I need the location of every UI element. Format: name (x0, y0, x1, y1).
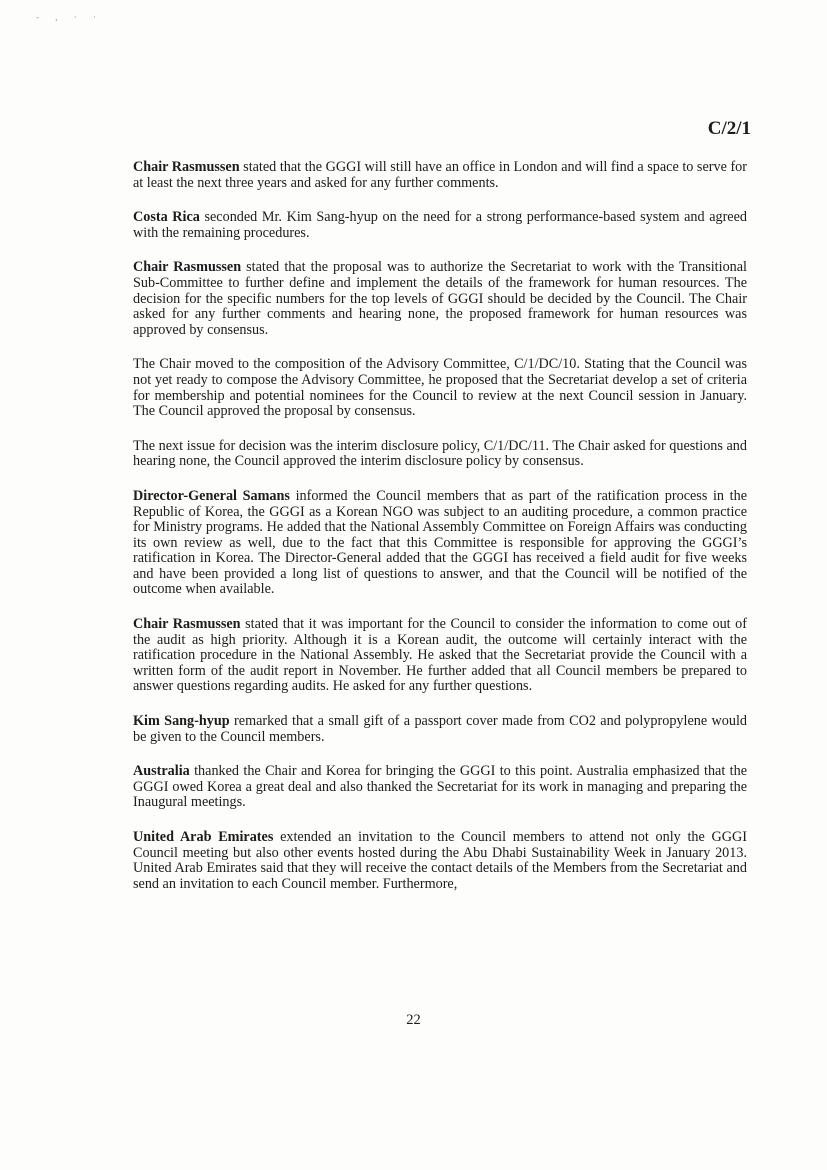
paragraph-text: stated that the proposal was to authorize the Secretariat to work with the Transitional Sub-Committee to further define and implement the details of the framework for human resources. The decision for the specific numbers for the top levels of GGGI should be decided by the Council. The Chair asked for any further comments and hearing none, the proposed framework for human resources was approved by consensus. (133, 259, 747, 338)
paragraph-text: thanked the Chair and Korea for bringing the GGGI to this point. Australia emphasized that the GGGI owed Korea a great deal and also thanked the Secretariat for its work in managing and preparing the Inaugural meetings. (133, 763, 747, 811)
paragraph (133, 489, 747, 598)
speaker-name: United Arab Emirates (133, 829, 274, 845)
paragraph (133, 160, 747, 191)
paragraph (133, 357, 747, 419)
paragraph-text: The Chair moved to the composition of the Advisory Committee, C/1/DC/10. Stating that the Council was not yet ready to compose the Advisory Committee, he proposed that the Secretariat develop a set of criteria for membership and potential nominees for the Council to review at the next Council session in January. The Council approved the proposal by consensus. (133, 356, 747, 420)
speaker-name: Chair Rasmussen (133, 616, 241, 633)
document-body (133, 160, 747, 911)
paragraph-text: stated that the GGGI will still have an office in London and will find a space to serve for at least the next three years and asked for any further comments. (133, 159, 747, 191)
paragraph (133, 830, 747, 892)
speaker-name: Australia (133, 763, 190, 780)
paragraph-text: stated that it was important for the Council to consider the information to come out of the audit as high priority. Although it is a Korean audit, the outcome will certainly interact with the ratification procedure in the National Assembly. He asked that the Secretariat provide the Council with a written form of the audit report in November. He further added that all Council members be prepared to answer questions regarding audits. He asked for any further questions. (133, 616, 747, 695)
paragraph-text: seconded Mr. Kim Sang-hyup on the need for a strong performance-based system and agreed with the remaining procedures. (133, 209, 747, 241)
speaker-name: Chair Rasmussen (133, 159, 240, 175)
paragraph (133, 714, 747, 745)
paragraph (133, 260, 747, 338)
paragraph (133, 210, 747, 241)
paragraph (133, 439, 747, 470)
paragraph (133, 764, 747, 811)
document-code: C/2/1 (707, 118, 751, 139)
paragraph-text: remarked that a small gift of a passport cover made from CO2 and polypropylene would be given to the Council members. (133, 713, 747, 745)
paragraph-text: The next issue for decision was the interim disclosure policy, C/1/DC/11. The Chair asked for questions and hearing none, the Council approved the interim disclosure policy by consensus. (133, 437, 747, 470)
speaker-name: Costa Rica (133, 209, 200, 226)
speaker-name: Chair Rasmussen (133, 259, 242, 276)
speaker-name: Director-General Samans (133, 487, 290, 504)
paragraph-text: informed the Council members that as part of the ratification process in the Republic of Korea, the GGGI as a Korean NGO was subject to an auditing procedure, a common practice for Ministry programs. He added that the National Assembly Committee on Foreign Affairs was conducting its own review as well, due to the fact that this Committee is responsible for approving the GGGI’s ratification in Korea. The Director-General added that the GGGI has received a field audit for five weeks and have been provided a long list of questions to answer, and that the Council will be notified of the outcome when available. (133, 487, 747, 598)
scan-marks: - , · · (36, 12, 103, 22)
paragraph (133, 617, 747, 695)
paragraph-text: extended an invitation to the Council members to attend not only the GGGI Council meeting but also other events hosted during the Abu Dhabi Sustainability Week in January 2013. United Arab Emirates said that they will receive the contact details of the Members from the Secretariat and send an invitation to each Council member. Furthermore, (133, 829, 748, 892)
speaker-name: Kim Sang-hyup (133, 713, 230, 730)
page-number: 22 (406, 1012, 421, 1028)
